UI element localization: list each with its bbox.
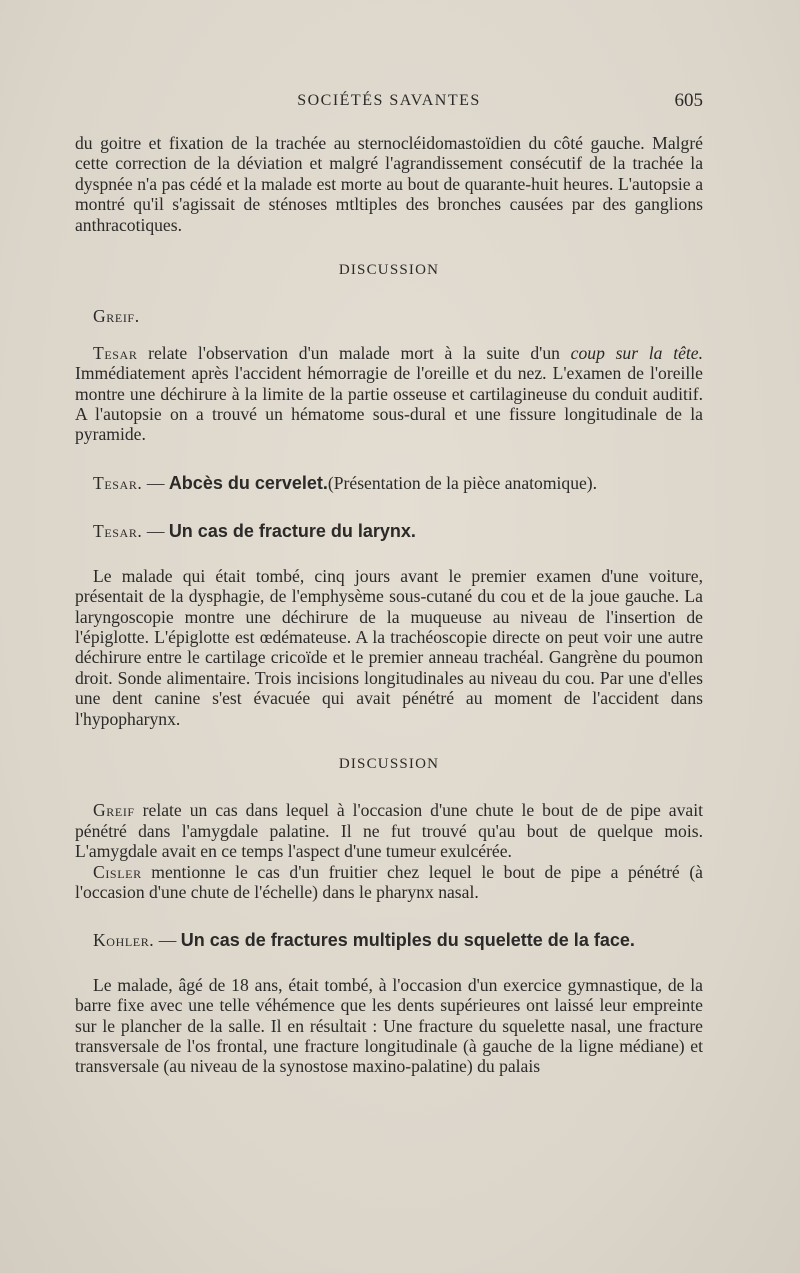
paragraph-kohler-case: Le malade, âgé de 18 ans, était tombé, à l'occasion d'un exercice gymnastique, de la barre fixe avec une telle véhémence que les dents supérieures ont laissé leur empreinte sur le plancher de la salle. Il en résultait : Une fracture du squelette nasal, une fracture transversale de l'os frontal, une fracture longitudinale (à gauche de la ligne médiane) et transversale (au niveau de la synostose maxino-palatine) du palais xyxy=(75,974,703,1077)
text-run: relate un cas dans lequel à l'occasion d'une chute le bout de de pipe avait pénétré dans l'amygdale palatine. Il ne fut trouvé qu'au bout de quelque mois. L'amygdale avait en ce temps l'aspect d'une tumeur exulcérée. xyxy=(75,800,703,862)
paragraph-goitre: du goitre et fixation de la trachée au sternocléidomastoïdien du côté gauche. Malgré cette correction de la déviation et malgré l'agrandissement consécutif de la trachée la dyspnée n'a pas cédé et la malade est morte au bout de quarante-huit heures. L'autopsie a montré qu'il s'agissait de sténoses mtltiples des bronches causées par des ganglions anthracotiques. xyxy=(75,133,703,235)
paragraph-tesar-coup xyxy=(75,343,703,445)
entry-fractures-face xyxy=(75,930,703,950)
page-number: 605 xyxy=(674,90,703,111)
discussion-heading-1: DISCUSSION xyxy=(338,262,440,279)
dash: — xyxy=(142,521,169,542)
speaker-name: Greif xyxy=(93,800,135,821)
dash: — xyxy=(142,472,169,493)
entry-abces-cervelet xyxy=(75,473,703,493)
running-head: SOCIÉTÉS SAVANTES xyxy=(297,92,481,109)
speaker-greif-1 xyxy=(75,306,703,326)
speaker-name: Tesar xyxy=(93,342,138,363)
paragraph-larynx-case: Le malade qui était tombé, cinq jours avant le premier examen d'une voiture, présentait de la dysphagie, de l'emphysème sous-cutané du cou et de la joue gauche. La laryngoscopie montre une déchirure de la muqueuse au niveau de l'insertion de l'épiglotte. L'épiglotte est œdémateuse. A la trachéoscopie directe on peut voir une autre déchirure entre le cartilage cricoïde et le premier anneau trachéal. Gangrène du poumon droit. Sonde alimentaire. Trois incisions longitudinales au niveau du cou. Par une d'elles une dent canine s'est évacuée qui avait pénétré au moment de l'accident dans l'hypopharynx. xyxy=(75,565,703,729)
speaker-name: Cisler xyxy=(93,861,142,882)
text-run: relate l'observation d'un malade mort à la suite d'un xyxy=(137,342,571,363)
discussion-heading-2: DISCUSSION xyxy=(338,755,440,772)
entry-title: Un cas de fracture du larynx. xyxy=(168,521,416,542)
text-run: Immédiatement après l'accident hémorragie de l'oreille et du nez. L'examen de l'oreille montre une déchirure à la limite de la partie osseuse et cartilagineuse du conduit auditif. A l'autopsie on a trouvé un hématome sous-dural et une fissure longitudinale de la pyramide. xyxy=(75,363,703,445)
italic-run: coup sur la tête. xyxy=(570,342,703,363)
body-text xyxy=(75,133,703,1077)
entry-fracture-larynx xyxy=(75,521,703,541)
speaker-name: Tesar. xyxy=(93,521,143,542)
paragraph-cisler xyxy=(75,862,703,903)
speaker-name: Greif. xyxy=(93,306,140,327)
dash: — xyxy=(154,930,181,951)
page-header xyxy=(75,90,703,116)
entry-title: Un cas de fractures multiples du squelette de la face. xyxy=(180,930,635,951)
entry-title: Abcès du cervelet. xyxy=(168,472,328,493)
paragraph-greif-pipe xyxy=(75,800,703,861)
speaker-name: Kohler. xyxy=(93,930,155,951)
entry-note: (Présentation de la pièce anatomique). xyxy=(327,472,598,493)
speaker-name: Tesar. xyxy=(93,472,143,493)
text-run: mentionne le cas d'un fruitier chez lequel le bout de pipe a pénétré (à l'occasion d'une chute de l'échelle) dans le pharynx nasal. xyxy=(75,861,703,902)
